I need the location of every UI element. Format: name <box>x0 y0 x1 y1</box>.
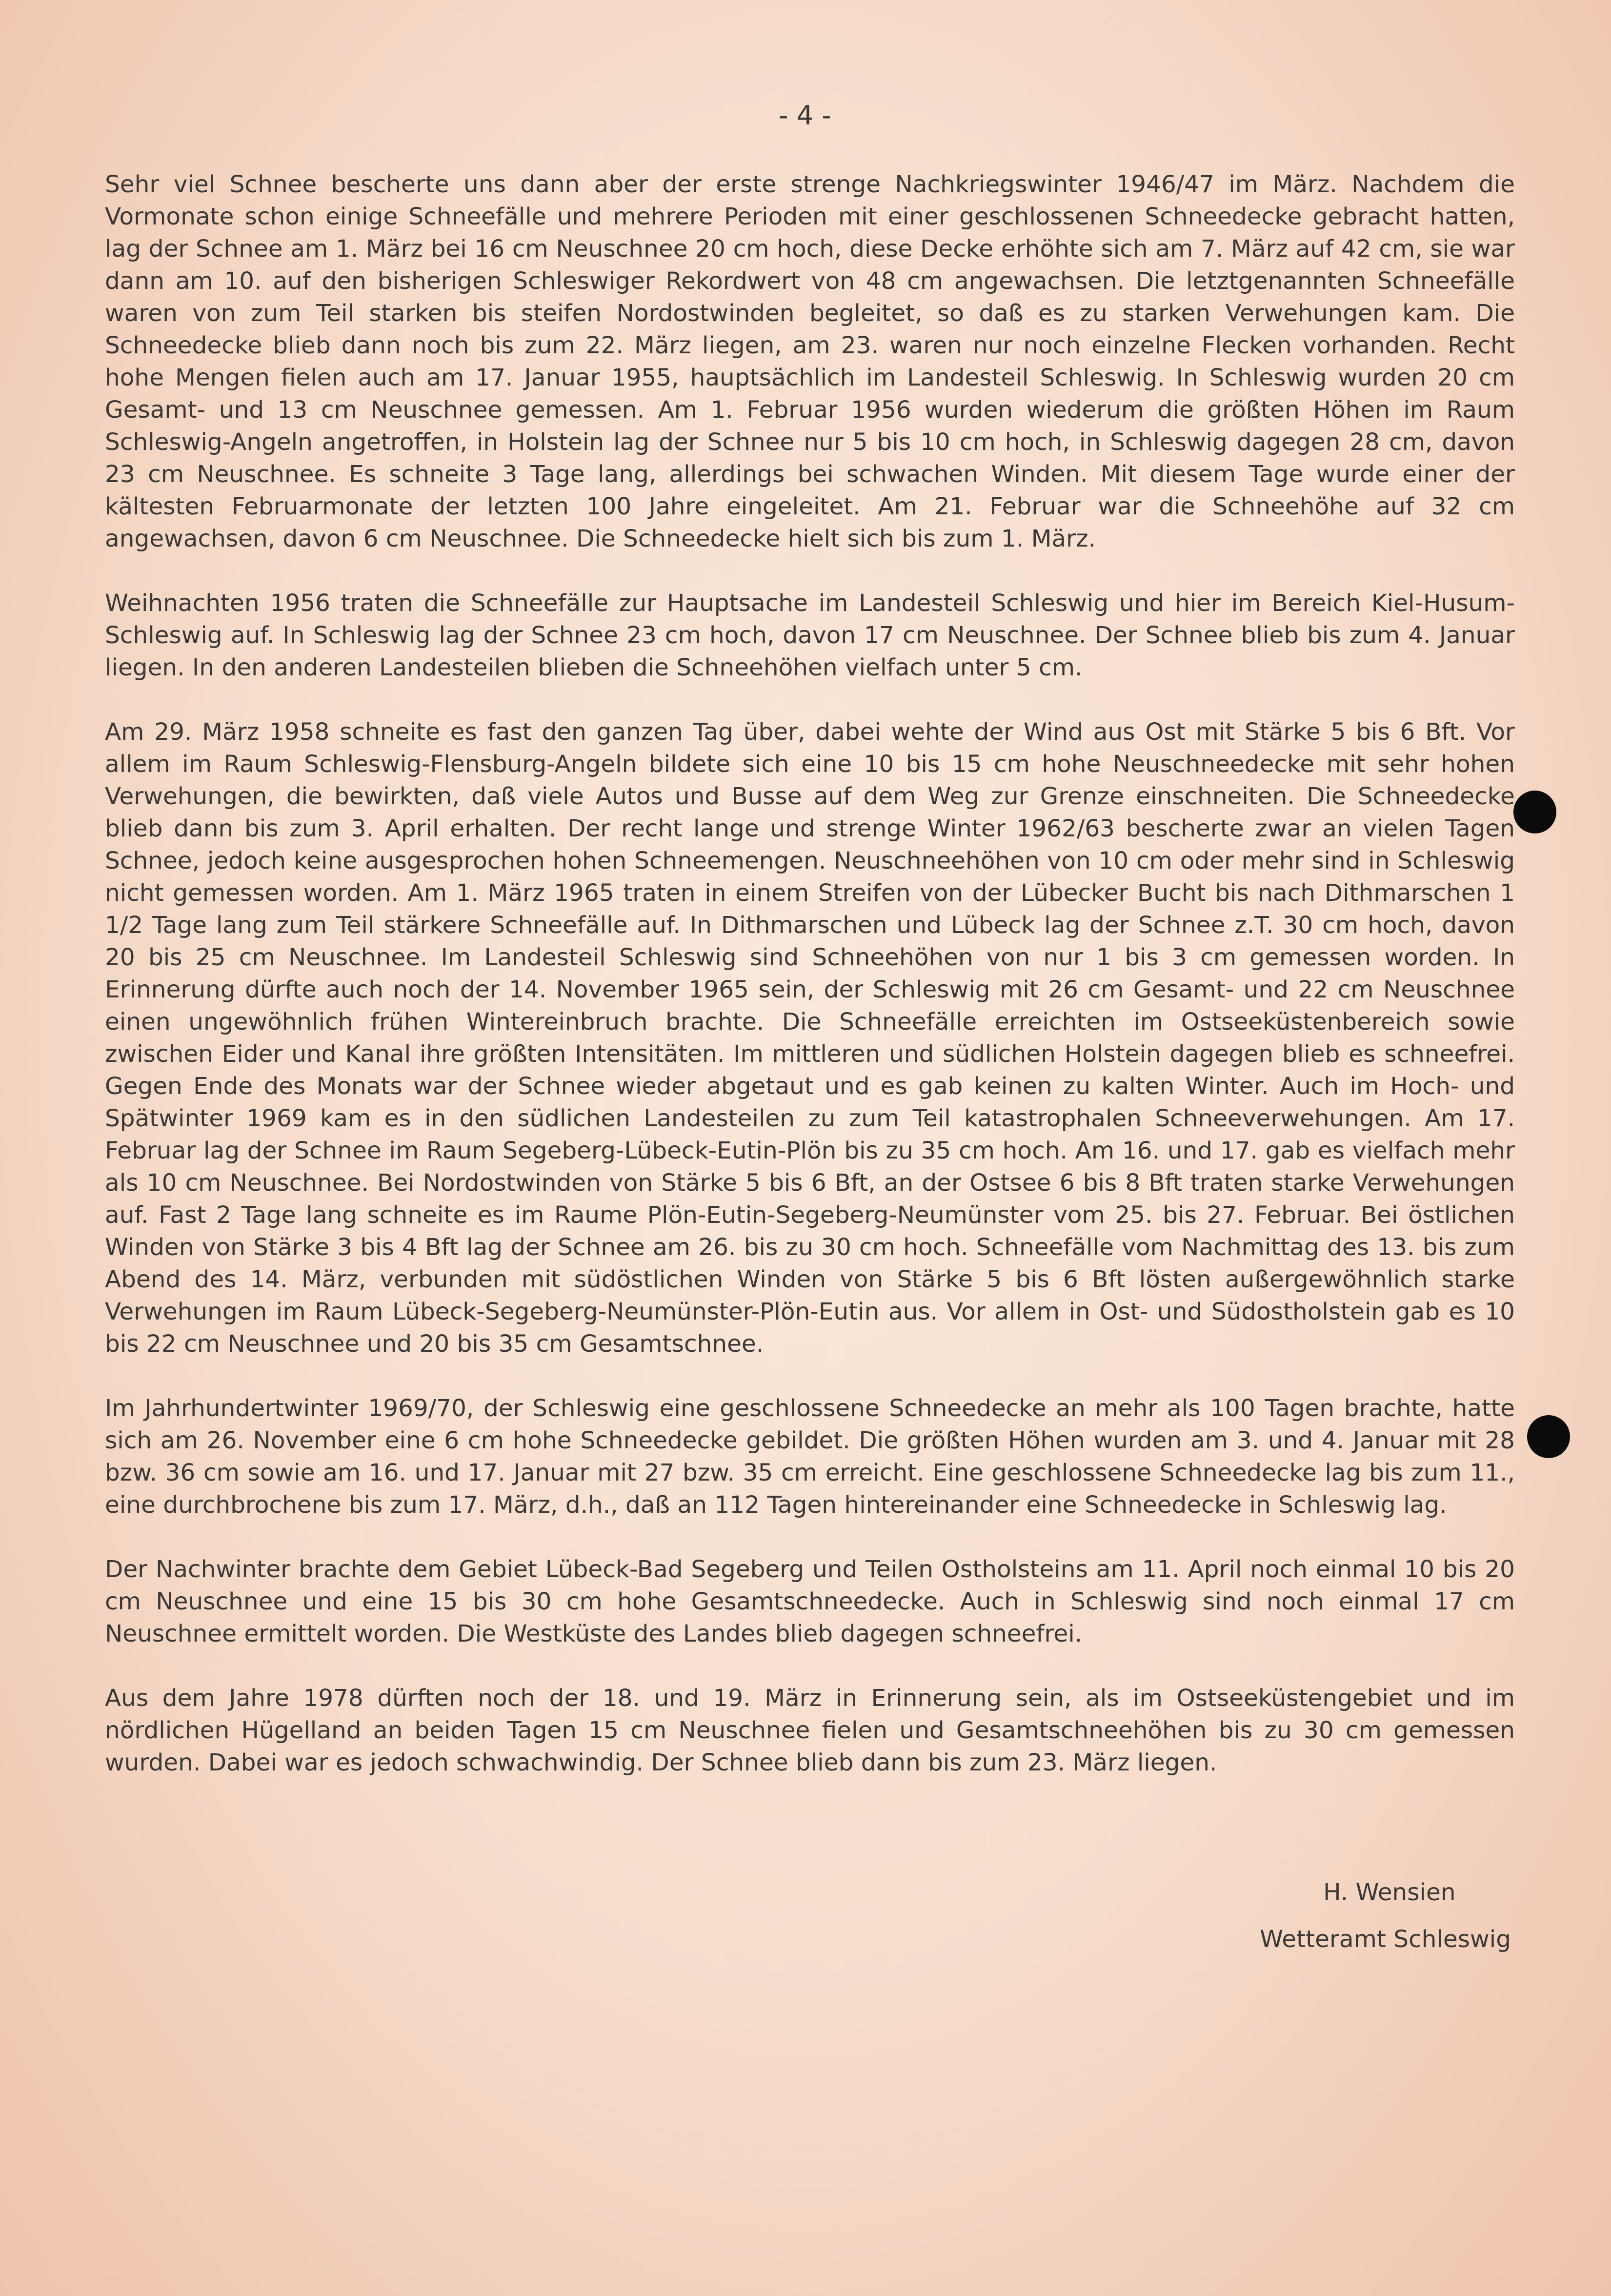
punch-hole <box>1513 791 1556 833</box>
body-text <box>105 168 1515 1811</box>
paragraph-4: Im Jahrhundertwinter 1969/70, der Schleswig eine geschlossene Schneedecke an mehr als 100 Tagen brachte, hatte sich am 26. November eine 6 cm hohe Schneedecke gebildet. Die größten Höhen wurden am 3. und 4. Januar mit 28 bzw. 36 cm sowie am 16. und 17. Januar mit 27 bzw. 35 cm erreicht. Eine geschlossene Schneedecke lag bis zum 11., eine durchbrochene bis zum 17. März, d.h., daß an 112 Tagen hintereinander eine Schneedecke in Schleswig lag. <box>105 1395 1515 1519</box>
paragraph-6: Aus dem Jahre 1978 dürften noch der 18. und 19. März in Erinnerung sein, als im Ostseeküstengebiet und im nördlichen Hügelland an beiden Tagen 15 cm Neuschnee fielen und Gesamtschneehöhen bis zu 30 cm gemessen wurden. Dabei war es jedoch schwachwindig. Der Schnee blieb dann bis zum 23. März liegen. <box>105 1685 1515 1776</box>
paragraph-2: Weihnachten 1956 traten die Schneefälle zur Hauptsache im Landesteil Schleswig und hier im Bereich Kiel-Husum-Schleswig auf. In Schleswig lag der Schnee 23 cm hoch, davon 17 cm Neuschnee. Der Schnee blieb bis zum 4. Januar liegen. In den anderen Landesteilen blieben die Schneehöhen vielfach unter 5 cm. <box>105 589 1515 681</box>
signature-block <box>1260 1876 1511 1955</box>
paragraph-1: Sehr viel Schnee bescherte uns dann aber der erste strenge Nachkriegswinter 1946/47 im März. Nachdem die Vormonate schon einige Schneefälle und mehrere Perioden mit einer geschlossenen Schneedecke gebracht hatten, lag der Schnee am 1. März bei 16 cm Neuschnee 20 cm hoch, diese Decke erhöhte sich am 7. März auf 42 cm, sie war dann am 10. auf den bisherigen Schleswiger Rekordwert von 48 cm angewachsen. Die letztgenannten Schneefälle waren von zum Teil starken bis steifen Nordostwinden begleitet, so daß es zu starken Verwehungen kam. Die Schneedecke blieb dann noch bis zum 22. März liegen, am 23. waren nur noch einzelne Flecken vorhanden. Recht hohe Mengen fielen auch am 17. Januar 1955, hauptsächlich im Landesteil Schleswig. In Schleswig wurden 20 cm Gesamt- und 13 cm Neuschnee gemessen. Am 1. Februar 1956 wurden wiederum die größten Höhen im Raum Schleswig-Angeln angetroffen, in Holstein lag der Schnee nur 5 bis 10 cm hoch, in Schleswig dagegen 28 cm, davon 23 cm Neuschnee. Es schneite 3 Tage lang, allerdings bei schwachen Winden. Mit diesem Tage wurde einer der kältesten Februarmonate der letzten 100 Jahre eingeleitet. Am 21. Februar war die Schneehöhe auf 32 cm angewachsen, davon 6 cm Neuschnee. Die Schneedecke hielt sich bis zum 1. März. <box>105 171 1515 552</box>
author-office: Wetteramt Schleswig <box>1260 1926 1511 1953</box>
author-name: H. Wensien <box>1323 1879 1456 1906</box>
paragraph-3: Am 29. März 1958 schneite es fast den ganzen Tag über, dabei wehte der Wind aus Ost mit Stärke 5 bis 6 Bft. Vor allem im Raum Schleswig-Flensburg-Angeln bildete sich eine 10 bis 15 cm hohe Neuschneedecke mit sehr hohen Verwehungen, die bewirkten, daß viele Autos und Busse auf dem Weg zur Grenze einschneiten. Die Schneedecke blieb dann bis zum 3. April erhalten. Der recht lange und strenge Winter 1962/63 bescherte zwar an vielen Tagen Schnee, jedoch keine ausgesprochen hohen Schneemengen. Neuschneehöhen von 10 cm oder mehr sind in Schleswig nicht gemessen worden. Am 1. März 1965 traten in einem Streifen von der Lübecker Bucht bis nach Dithmarschen 1 1/2 Tage lang zum Teil stärkere Schneefälle auf. In Dithmarschen und Lübeck lag der Schnee z.T. 30 cm hoch, davon 20 bis 25 cm Neuschnee. Im Landesteil Schleswig sind Schneehöhen von nur 1 bis 3 cm gemessen worden. In Erinnerung dürfte auch noch der 14. November 1965 sein, der Schleswig mit 26 cm Gesamt- und 22 cm Neuschnee einen ungewöhnlich frühen Wintereinbruch brachte. Die Schneefälle erreichten im Ostseeküstenbereich sowie zwischen Eider und Kanal ihre größten Intensitäten. Im mittleren und südlichen Holstein dagegen blieb es schneefrei. Gegen Ende des Monats war der Schnee wieder abgetaut und es gab keinen zu kalten Winter. Auch im Hoch- und Spätwinter 1969 kam es in den südlichen Landesteilen zu zum Teil katastrophalen Schneeverwehungen. Am 17. Februar lag der Schnee im Raum Segeberg-Lübeck-Eutin-Plön bis zu 35 cm hoch. Am 16. und 17. gab es vielfach mehr als 10 cm Neuschnee. Bei Nordostwinden von Stärke 5 bis 6 Bft, an der Ostsee 6 bis 8 Bft traten starke Verwehungen auf. Fast 2 Tage lang schneite es im Raume Plön-Eutin-Segeberg-Neumünster vom 25. bis 27. Februar. Bei östlichen Winden von Stärke 3 bis 4 Bft lag der Schnee am 26. bis zu 30 cm hoch. Schneefälle vom Nachmittag des 13. bis zum Abend des 14. März, verbunden mit südöstlichen Winden von Stärke 5 bis 6 Bft lösten außergewöhnlich starke Verwehungen im Raum Lübeck-Segeberg-Neumünster-Plön-Eutin aus. Vor allem in Ost- und Südostholstein gab es 10 bis 22 cm Neuschnee und 20 bis 35 cm Gesamtschnee. <box>105 718 1515 1358</box>
punch-hole <box>1527 1415 1570 1458</box>
paragraph-5: Der Nachwinter brachte dem Gebiet Lübeck-Bad Segeberg und Teilen Ostholsteins am 11. April noch einmal 10 bis 20 cm Neuschnee und eine 15 bis 30 cm hohe Gesamtschneedecke. Auch in Schleswig sind noch einmal 17 cm Neuschnee ermittelt worden. Die Westküste des Landes blieb dagegen schneefrei. <box>105 1556 1515 1647</box>
page-number: - 4 - <box>779 100 831 131</box>
